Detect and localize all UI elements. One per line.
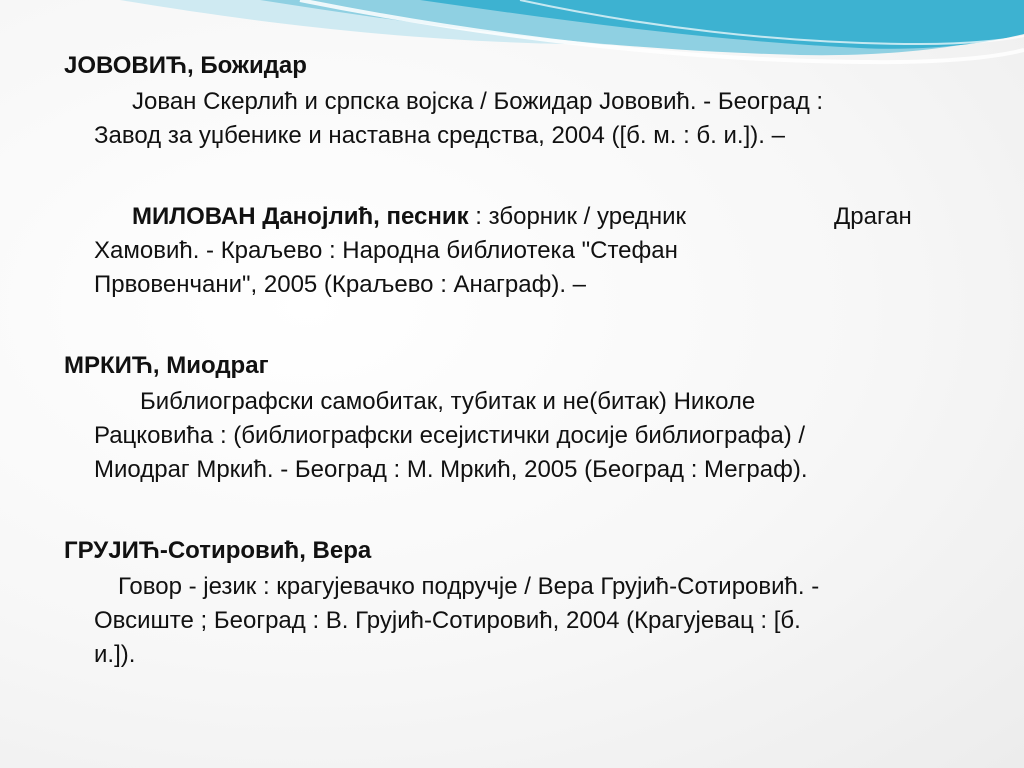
entry-line: Завод за уџбенике и наставна средства, 2004 ([б. м. : б. и.]). – xyxy=(94,122,785,149)
entry-title-line xyxy=(132,201,686,233)
entry-heading: ЈОВОВИЋ, Божидар xyxy=(64,52,307,79)
entry-line: и.]). xyxy=(94,641,136,668)
entry-line: Миодраг Мркић. - Београд : М. Мркић, 2005 (Београд : Меграф). xyxy=(94,456,808,483)
entry-line: Говор - језик : крагујевачко подручје / Вера Грујић-Сотировић. - xyxy=(118,573,820,600)
entry-line: Хамовић. - Краљево : Народна библиотека "Стефан xyxy=(94,237,678,264)
entry-line: Рацковића : (библиографски есејистички досије библиографа) / xyxy=(94,422,806,449)
entry-line: Првовенчани", 2005 (Краљево : Анаграф). – xyxy=(94,271,587,298)
entry-line: Библиографски самобитак, тубитак и не(битак) Николе xyxy=(140,388,756,415)
entry-title-tail: Драган xyxy=(834,203,912,230)
entry-heading: ГРУЈИЋ-Сотировић, Вера xyxy=(64,537,372,564)
entry-heading: МРКИЋ, Миодраг xyxy=(64,352,269,379)
entry-title-rest: : зборник / уредник xyxy=(468,203,687,230)
entry-title: МИЛОВАН Данојлић, песник xyxy=(132,203,469,230)
entry-line: Овсиште ; Београд : В. Грујић-Сотировић, 2004 (Крагујевац : [б. xyxy=(94,607,801,634)
entry-line: Јован Скерлић и српска војска / Божидар Јововић. - Београд : xyxy=(132,88,824,115)
